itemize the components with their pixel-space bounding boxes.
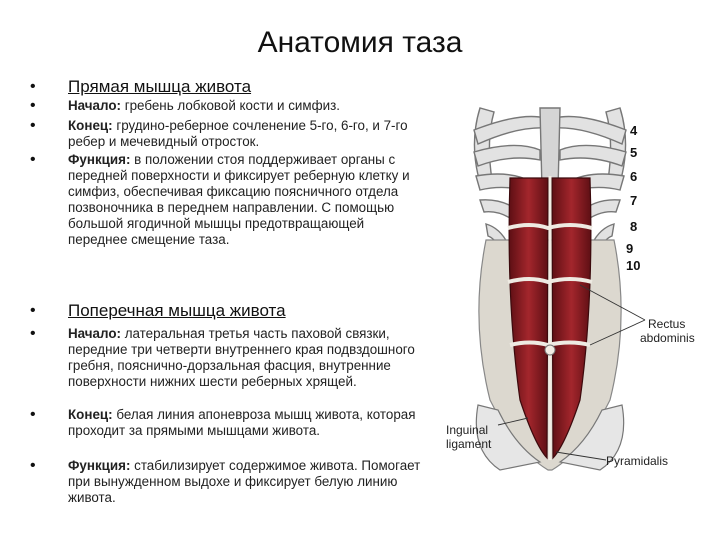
term-label: Конец: (68, 118, 113, 133)
item-text: белая линия апоневроза мышц живота, которая проходит за прямыми мышцами живота. (68, 407, 416, 438)
label-abdominis: abdominis (640, 331, 695, 345)
item-text: грудино-реберное сочленение 5-го, 6-го, и 7-го ребер и мечевидный отросток. (68, 118, 408, 149)
label-inguinal: Inguinal (446, 423, 489, 437)
section-heading-rectus: Прямая мышца живота (68, 77, 252, 96)
item-text: стабилизирует содержимое живота. Помогает при вынужденном выдохе и фиксирует белую линию живота. (68, 458, 421, 505)
bullet: • (30, 325, 36, 342)
bullet: • (30, 406, 36, 423)
item-text: латеральная третья часть паховой связки, передние три четверти внутреннего края подвздошного гребня, пояснично-дорзальная фасция, внутренние поверхности нижних шести реберных хрящей. (68, 326, 415, 389)
rib-number-6: 6 (630, 169, 638, 184)
rib-number-7: 7 (630, 193, 638, 208)
rib-number-4: 4 (630, 123, 638, 138)
label-ligament: ligament (446, 437, 492, 451)
label-rectus: Rectus (648, 317, 686, 331)
item-text: гребень лобковой кости и симфиз. (120, 98, 340, 113)
term-label: Функция: (68, 458, 131, 473)
bullet: • (30, 302, 36, 319)
item-text: в положении стоя поддерживает органы с передней поверхности и фиксирует реберную клетку и симфиз, обеспечивая фиксацию поясничного отдела позвоночника в переднем направлении. С помощью большой ягодичной мышцы предотвращающей переднее смещение таза. (68, 152, 410, 247)
rib-number-8: 8 (630, 219, 638, 234)
bullet: • (30, 151, 36, 168)
bullet: • (30, 97, 36, 114)
label-pyramidalis: Pyramidalis (606, 454, 669, 468)
bullet: • (30, 117, 36, 134)
bullet: • (30, 457, 36, 474)
rib-number-9: 9 (626, 241, 634, 256)
term-label: Конец: (68, 407, 113, 422)
term-label: Функция: (68, 152, 131, 167)
term-label: Начало: (68, 326, 121, 341)
bullet: • (30, 78, 36, 95)
rib-number-5: 5 (630, 145, 638, 160)
slide-title: Анатомия таза (257, 26, 463, 59)
rib-number-10: 10 (626, 258, 641, 273)
term-label: Начало: (68, 98, 121, 113)
umbilicus (545, 345, 555, 355)
section-heading-transverse: Поперечная мышца живота (68, 301, 286, 320)
